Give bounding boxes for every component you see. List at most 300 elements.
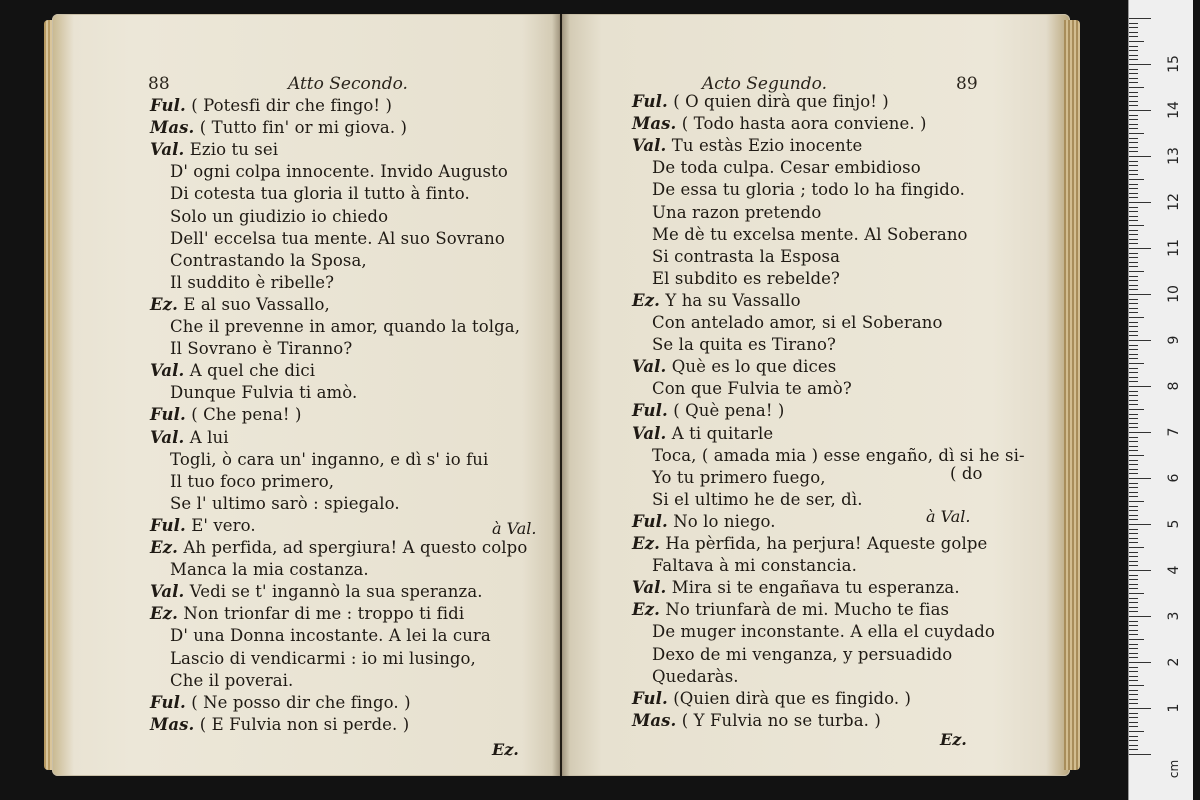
- ruler-tick: [1129, 506, 1138, 507]
- ruler-tick: [1129, 41, 1144, 42]
- ruler-tick: [1129, 708, 1151, 709]
- ruler-tick: [1129, 294, 1151, 295]
- ruler-tick: [1129, 726, 1138, 727]
- ruler-number: 15: [1166, 55, 1182, 73]
- line-text: Che il poverai.: [170, 670, 294, 690]
- line-text: A quel che dici: [189, 361, 316, 381]
- ruler-tick: [1129, 101, 1138, 102]
- left-page-number: 88: [148, 74, 170, 94]
- text-line: [150, 428, 229, 447]
- line-text: Ezio tu sei: [189, 140, 279, 160]
- ruler-tick: [1129, 694, 1138, 695]
- ruler-number: 7: [1166, 427, 1182, 437]
- ruler-tick: [1129, 317, 1144, 318]
- speaker-label: Val.: [150, 582, 185, 602]
- ruler-tick: [1129, 510, 1138, 511]
- speaker-label: Val.: [150, 427, 185, 447]
- text-line: [170, 649, 476, 668]
- ruler-tick: [1129, 87, 1144, 88]
- ruler-tick: [1129, 253, 1138, 254]
- text-line: [170, 207, 388, 226]
- ruler-number: 10: [1166, 285, 1182, 303]
- ruler-tick: [1129, 165, 1138, 166]
- line-text: No lo niego.: [673, 511, 776, 531]
- ruler-tick: [1129, 124, 1138, 125]
- ruler-tick: [1129, 496, 1138, 497]
- line-text: A ti quitarle: [671, 423, 774, 443]
- ruler-number: 9: [1166, 335, 1182, 345]
- open-book: [52, 14, 1070, 776]
- ruler-number: 8: [1166, 381, 1182, 391]
- left-catchword: Ez.: [492, 740, 519, 759]
- ruler-tick: [1129, 621, 1138, 622]
- line-text: Dexo de mi venganza, y persuadido: [652, 644, 953, 664]
- ruler-tick: [1129, 657, 1138, 658]
- ruler-tick: [1129, 142, 1138, 143]
- ruler-tick: [1129, 170, 1138, 171]
- ruler-tick: [1129, 372, 1138, 373]
- ruler-tick: [1129, 487, 1138, 488]
- ruler-tick: [1129, 119, 1138, 120]
- book-gutter: [552, 14, 570, 776]
- line-text: Ah perfida, ad spergiura! A questo colpo: [183, 538, 528, 557]
- line-text: Contrastando la Sposa,: [170, 250, 367, 270]
- text-line: [150, 582, 483, 601]
- line-text: ( Què pena! ): [673, 401, 785, 421]
- ruler-tick: [1129, 464, 1138, 465]
- ruler-tick: [1129, 671, 1138, 672]
- ruler-tick: [1129, 736, 1138, 737]
- speaker-label: Ful.: [150, 692, 186, 712]
- ruler-tick: [1129, 450, 1138, 451]
- ruler-tick: [1129, 478, 1151, 479]
- ruler-tick: [1129, 225, 1144, 226]
- ruler-tick: [1129, 515, 1138, 516]
- ruler-tick: [1129, 82, 1138, 83]
- ruler-tick: [1129, 556, 1138, 557]
- ruler-number: 12: [1166, 193, 1182, 211]
- text-line: [632, 424, 773, 443]
- speaker-label: Mas.: [150, 714, 195, 734]
- ruler-tick: [1129, 197, 1138, 198]
- ruler-tick: [1129, 151, 1138, 152]
- ruler-tick: [1129, 18, 1151, 19]
- ruler-tick: [1129, 717, 1138, 718]
- speaker-label: Ez.: [632, 534, 660, 553]
- line-text: ( Tutto fin' or mi giova. ): [199, 118, 408, 138]
- text-line: [170, 317, 520, 336]
- speaker-label: Ful.: [632, 688, 668, 708]
- line-text: Ha pèrfida, ha perjura! Aqueste golpe: [665, 534, 988, 553]
- ruler-number: 2: [1166, 657, 1182, 667]
- ruler-tick: [1129, 409, 1144, 410]
- ruler-tick: [1129, 239, 1138, 240]
- text-line: [652, 622, 995, 641]
- ruler-tick: [1129, 276, 1138, 277]
- line-text: Què es lo que dices: [671, 357, 837, 377]
- line-text: Lascio di vendicarmi : io mi lusingo,: [170, 648, 476, 668]
- ruler-tick: [1129, 722, 1138, 723]
- text-line: [170, 251, 367, 270]
- text-line: [652, 313, 943, 332]
- ruler-number: 5: [1166, 519, 1182, 529]
- ruler-tick: [1129, 349, 1138, 350]
- line-text: Togli, ò cara un' inganno, e dì s' io fui: [170, 449, 489, 469]
- ruler-tick: [1129, 630, 1138, 631]
- text-line: [150, 118, 407, 137]
- ruler-tick: [1129, 138, 1138, 139]
- ruler-tick: [1129, 519, 1138, 520]
- ruler-tick: [1129, 579, 1138, 580]
- line-text: Dunque Fulvia ti amò.: [170, 383, 358, 403]
- ruler-tick: [1129, 483, 1138, 484]
- ruler-tick: [1129, 552, 1138, 553]
- ruler-tick: [1129, 234, 1138, 235]
- ruler-tick: [1129, 23, 1138, 24]
- ruler-tick: [1129, 713, 1138, 714]
- line-text: Toca, ( amada mia ) esse engaño, dì si he si-: [652, 445, 1025, 465]
- ruler-tick: [1129, 437, 1138, 438]
- line-text: De toda culpa. Cesar embidioso: [652, 158, 921, 178]
- text-line: [652, 225, 968, 244]
- ruler-tick: [1129, 685, 1144, 686]
- speaker-label: Ez.: [632, 290, 660, 310]
- speaker-label: Ez.: [150, 294, 178, 314]
- line-text: ( Ne posso dir che fingo. ): [191, 692, 411, 712]
- ruler-number: 6: [1166, 473, 1182, 483]
- right-page-number: 89: [956, 74, 978, 94]
- ruler-tick: [1129, 676, 1138, 677]
- ruler-tick: [1129, 690, 1138, 691]
- speaker-label: Ful.: [150, 96, 186, 115]
- text-line: [632, 136, 862, 155]
- line-text: Si contrasta la Esposa: [652, 246, 841, 266]
- line-text: ( E Fulvia non si perde. ): [199, 714, 410, 734]
- text-line: [652, 490, 863, 509]
- ruler-tick: [1129, 634, 1138, 635]
- ruler-tick: [1129, 745, 1138, 746]
- ruler-tick: [1129, 92, 1138, 93]
- text-line: [170, 450, 488, 469]
- text-line: [170, 162, 508, 181]
- text-line: [150, 538, 527, 557]
- text-line: [150, 516, 256, 535]
- ruler-tick: [1129, 469, 1138, 470]
- ruler-tick: [1129, 230, 1138, 231]
- text-line: [150, 604, 464, 623]
- ruler-tick: [1129, 662, 1151, 663]
- ruler-tick: [1129, 542, 1138, 543]
- ruler-tick: [1129, 257, 1138, 258]
- line-text: Che il prevenne in amor, quando la tolga,: [170, 317, 521, 336]
- line-text: Con que Fulvia te amò?: [652, 379, 852, 399]
- text-line: [632, 578, 960, 597]
- ruler-tick: [1129, 262, 1138, 263]
- ruler-tick: [1129, 667, 1138, 668]
- ruler-tick: [1129, 285, 1138, 286]
- line-text: Non trionfar di me : troppo ti fidi: [183, 604, 465, 624]
- line-text: Vedi se t' ingannò la sua speranza.: [189, 582, 483, 602]
- text-line: [632, 357, 836, 376]
- text-line: [632, 534, 987, 553]
- line-text: A lui: [189, 427, 229, 447]
- line-text: E' vero.: [191, 515, 256, 535]
- ruler-tick: [1129, 271, 1144, 272]
- line-text: Y ha su Vassallo: [665, 290, 801, 310]
- ruler-tick: [1129, 59, 1138, 60]
- ruler-tick: [1129, 593, 1144, 594]
- speaker-label: Ful.: [150, 405, 186, 425]
- ruler-tick: [1129, 322, 1138, 323]
- ruler-tick: [1129, 363, 1144, 364]
- line-text: No triunfarà de mi. Mucho te fias: [665, 600, 950, 620]
- speaker-label: Val.: [632, 423, 667, 443]
- ruler-tick: [1129, 731, 1144, 732]
- ruler-tick: [1129, 110, 1151, 111]
- right-turnover: ( do: [950, 464, 983, 483]
- ruler-tick: [1129, 570, 1151, 571]
- ruler-tick: [1129, 473, 1138, 474]
- ruler-tick: [1129, 354, 1138, 355]
- ruler-tick: [1129, 55, 1138, 56]
- ruler-tick: [1129, 161, 1138, 162]
- ruler-tick: [1129, 248, 1151, 249]
- line-text: Se la quita es Tirano?: [652, 335, 836, 355]
- text-line: [652, 335, 836, 354]
- ruler-unit-label: cm: [1167, 759, 1181, 779]
- speaker-label: Mas.: [150, 118, 195, 138]
- ruler-tick: [1129, 492, 1138, 493]
- right-catchword: Ez.: [940, 730, 967, 749]
- left-stage-direction: à Val.: [492, 519, 537, 538]
- speaker-label: Mas.: [632, 114, 677, 134]
- ruler-tick: [1129, 611, 1138, 612]
- ruler-tick: [1129, 703, 1138, 704]
- ruler-number: 4: [1166, 565, 1182, 575]
- text-line: [652, 247, 840, 266]
- speaker-label: Ful.: [150, 515, 186, 535]
- line-text: Con antelado amor, si el Soberano: [652, 313, 943, 332]
- text-line: [170, 671, 293, 690]
- ruler-tick: [1129, 441, 1138, 442]
- line-text: Se l' ultimo sarò : spiegalo.: [170, 493, 400, 513]
- right-stage-direction: à Val.: [926, 507, 971, 526]
- ruler-tick: [1129, 740, 1138, 741]
- ruler-tick: [1129, 312, 1138, 313]
- ruler-tick: [1129, 266, 1138, 267]
- line-text: Una razon pretendo: [652, 202, 822, 222]
- ruler-number: 3: [1166, 611, 1182, 621]
- ruler-tick: [1129, 50, 1138, 51]
- ruler-tick: [1129, 174, 1138, 175]
- ruler-tick: [1129, 184, 1138, 185]
- line-text: Il tuo foco primero,: [170, 471, 335, 491]
- ruler-tick: [1129, 616, 1151, 617]
- line-text: Yo tu primero fuego,: [652, 467, 826, 487]
- ruler-tick: [1129, 303, 1138, 304]
- ruler-tick: [1129, 653, 1138, 654]
- text-line: [632, 711, 881, 730]
- ruler-number: 1: [1166, 703, 1182, 713]
- line-text: ( Todo hasta aora conviene. ): [681, 114, 927, 134]
- ruler-tick: [1129, 202, 1151, 203]
- ruler-tick: [1129, 289, 1138, 290]
- ruler-tick: [1129, 598, 1138, 599]
- ruler-tick: [1129, 156, 1151, 157]
- line-text: D' una Donna incostante. A lei la cura: [170, 626, 491, 646]
- ruler-tick: [1129, 575, 1138, 576]
- ruler-tick: [1129, 625, 1138, 626]
- text-line: [632, 689, 911, 708]
- line-text: D' ogni colpa innocente. Invido Augusto: [170, 162, 508, 182]
- line-text: De muger inconstante. A ella el cuydado: [652, 622, 995, 642]
- line-text: (Quien dirà que es fingido. ): [673, 688, 912, 708]
- text-line: [170, 184, 470, 203]
- ruler-tick: [1129, 64, 1151, 65]
- ruler-tick: [1129, 133, 1144, 134]
- ruler-tick: [1129, 533, 1138, 534]
- ruler-tick: [1129, 128, 1138, 129]
- ruler-tick: [1129, 648, 1138, 649]
- ruler-tick: [1129, 386, 1151, 387]
- text-line: [150, 96, 392, 115]
- line-text: ( Y Fulvia no se turba. ): [681, 710, 881, 730]
- line-text: De essa tu gloria ; todo lo ha fingido.: [652, 180, 966, 200]
- ruler-tick: [1129, 335, 1138, 336]
- speaker-label: Val.: [632, 136, 667, 156]
- ruler-tick: [1129, 179, 1144, 180]
- ruler-tick: [1129, 749, 1138, 750]
- ruler-tick: [1129, 455, 1144, 456]
- ruler-tick: [1129, 423, 1138, 424]
- ruler-tick: [1129, 207, 1138, 208]
- line-text: E al suo Vassallo,: [183, 294, 330, 314]
- left-page: [52, 14, 560, 776]
- ruler-tick: [1129, 529, 1138, 530]
- text-line: [150, 715, 409, 734]
- line-text: Manca la mia costanza.: [170, 560, 369, 580]
- speaker-label: Ez.: [150, 538, 178, 557]
- ruler-tick: [1129, 400, 1138, 401]
- right-running-head: Acto Segundo.: [702, 74, 827, 94]
- text-line: [170, 472, 334, 491]
- ruler-tick: [1129, 32, 1138, 33]
- text-line: [652, 180, 965, 199]
- ruler-tick: [1129, 211, 1138, 212]
- text-line: [170, 560, 369, 579]
- ruler-tick: [1129, 391, 1138, 392]
- ruler-tick: [1129, 561, 1138, 562]
- ruler-tick: [1129, 418, 1138, 419]
- text-line: [652, 556, 857, 575]
- line-text: El subdito es rebelde?: [652, 268, 840, 288]
- text-line: [170, 339, 352, 358]
- text-line: [632, 92, 889, 111]
- speaker-label: Ez.: [150, 604, 178, 624]
- ruler-tick: [1129, 538, 1138, 539]
- ruler-tick: [1129, 345, 1138, 346]
- speaker-label: Ful.: [632, 401, 668, 421]
- ruler-tick: [1129, 326, 1138, 327]
- line-text: Il Sovrano è Tiranno?: [170, 339, 353, 359]
- ruler-tick: [1129, 680, 1138, 681]
- ruler-tick: [1129, 602, 1138, 603]
- line-text: Tu estàs Ezio inocente: [671, 136, 863, 156]
- ruler-tick: [1129, 147, 1138, 148]
- line-text: ( O quien dirà que finjo! ): [673, 92, 889, 111]
- left-running-head: Atto Secondo.: [288, 74, 408, 94]
- speaker-label: Mas.: [632, 710, 677, 730]
- speaker-label: Val.: [632, 357, 667, 377]
- ruler-tick: [1129, 46, 1138, 47]
- ruler-tick: [1129, 220, 1138, 221]
- line-text: Dell' eccelsa tua mente. Al suo Sovrano: [170, 228, 505, 248]
- text-line: [632, 512, 776, 531]
- text-line: [170, 626, 491, 645]
- ruler-tick: [1129, 27, 1138, 28]
- ruler-tick: [1129, 699, 1138, 700]
- text-line: [652, 446, 1025, 465]
- ruler-tick: [1129, 414, 1138, 415]
- ruler-tick: [1129, 547, 1144, 548]
- right-page-edge: [1064, 20, 1080, 770]
- ruler-tick: [1129, 501, 1144, 502]
- measuring-ruler: [1128, 0, 1193, 800]
- speaker-label: Val.: [150, 361, 185, 381]
- ruler-tick: [1129, 607, 1138, 608]
- speaker-label: Ful.: [632, 92, 668, 111]
- ruler-tick: [1129, 446, 1138, 447]
- text-line: [632, 291, 801, 310]
- ruler-tick: [1129, 36, 1138, 37]
- text-line: [652, 468, 826, 487]
- line-text: ( Che pena! ): [191, 405, 302, 425]
- text-line: [150, 693, 411, 712]
- text-line: [170, 494, 400, 513]
- text-line: [170, 273, 334, 292]
- text-line: [150, 295, 330, 314]
- ruler-tick: [1129, 460, 1138, 461]
- ruler-tick: [1129, 644, 1138, 645]
- text-line: [652, 379, 852, 398]
- line-text: Quedaràs.: [652, 666, 739, 686]
- ruler-tick: [1129, 193, 1138, 194]
- ruler-number: 14: [1166, 101, 1182, 119]
- ruler-tick: [1129, 404, 1138, 405]
- ruler-tick: [1129, 368, 1138, 369]
- ruler-tick: [1129, 73, 1138, 74]
- ruler-number: 11: [1166, 239, 1182, 257]
- ruler-tick: [1129, 105, 1138, 106]
- ruler-tick: [1129, 358, 1138, 359]
- speaker-label: Ez.: [632, 600, 660, 620]
- ruler-tick: [1129, 381, 1138, 382]
- ruler-tick: [1129, 639, 1144, 640]
- line-text: Il suddito è ribelle?: [170, 272, 335, 292]
- line-text: Di cotesta tua gloria il tutto à finto.: [170, 184, 470, 204]
- ruler-tick: [1129, 377, 1138, 378]
- ruler-tick: [1129, 308, 1138, 309]
- text-line: [170, 229, 505, 248]
- text-line: [632, 401, 784, 420]
- ruler-tick: [1129, 188, 1138, 189]
- right-page: [562, 14, 1070, 776]
- ruler-number: 13: [1166, 147, 1182, 165]
- text-line: [150, 140, 278, 159]
- speaker-label: Val.: [150, 140, 185, 160]
- ruler-tick: [1129, 432, 1151, 433]
- ruler-tick: [1129, 584, 1138, 585]
